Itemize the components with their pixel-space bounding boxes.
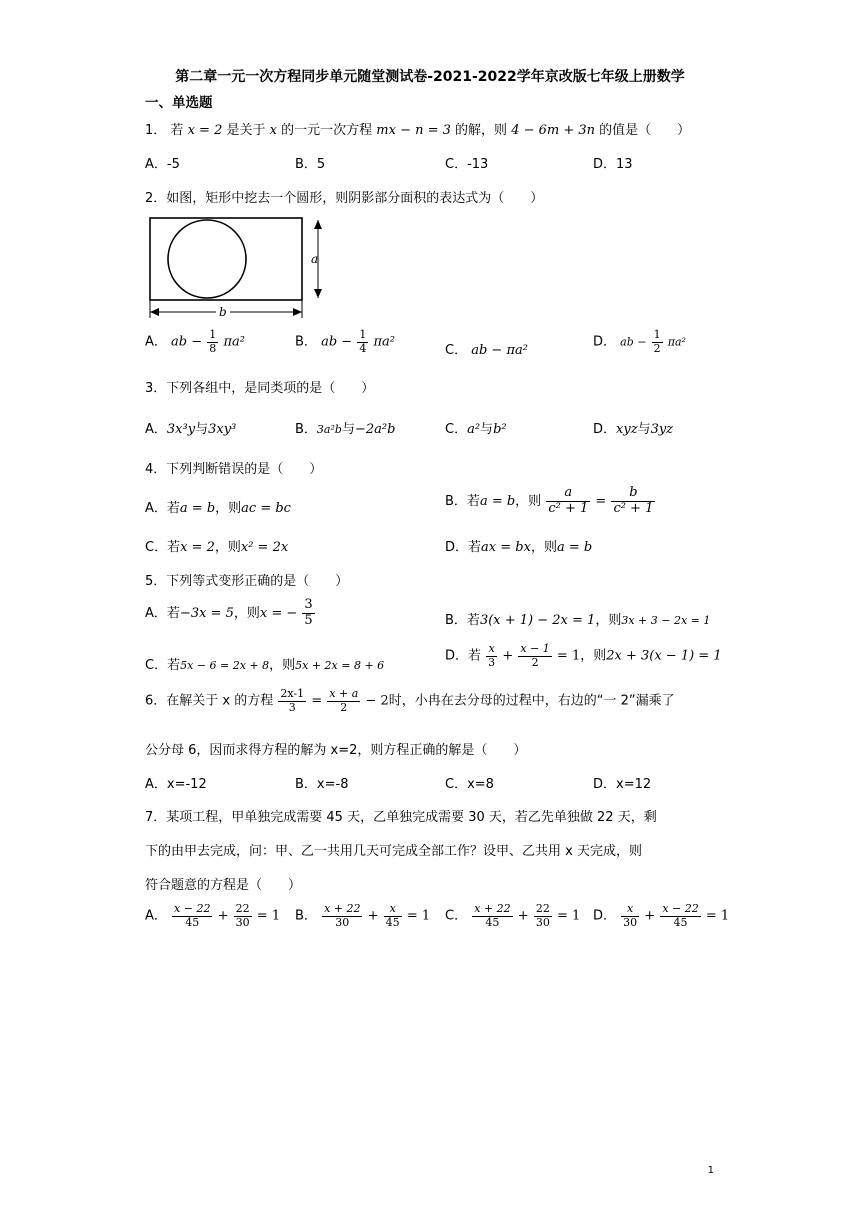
- q2-option-b: B． ab − $\frac{1}{4}$ πa²: [295, 328, 395, 355]
- q7-line-3: 符合题意的方程是（ ）: [145, 878, 302, 893]
- q5-option-c: C．若5x − 6 = 2x + 8，则5x + 2x = 8 + 6: [145, 658, 385, 673]
- q1-math: 4 − 6m + 3n: [511, 123, 596, 138]
- q1-option-c: C．-13: [445, 157, 489, 172]
- arrow-left-icon: [150, 308, 159, 316]
- q1-option-d: D．13: [593, 157, 633, 172]
- q1-option-a: A．-5: [145, 157, 180, 172]
- arrow-down-icon: [314, 289, 322, 298]
- q3-text: 下列各组中，是同类项的是（ ）: [166, 381, 375, 396]
- q1-option-b: B．5: [295, 157, 326, 172]
- page-number: 1: [707, 1165, 714, 1176]
- q4-text: 下列判断错误的是（ ）: [166, 462, 323, 477]
- q6-option-a: A．x=-12: [145, 777, 207, 792]
- circle-shape: [168, 220, 246, 298]
- question-2: [145, 187, 543, 206]
- q5-option-a: A．若−3x = 5，则x = − $\frac{3}{5}$: [145, 597, 313, 628]
- q7-option-c: C． $\frac{x + 22}{45}$ + $\frac{22}{30}$ = 1: [445, 902, 581, 929]
- rectangle-circle-figure: [140, 212, 340, 322]
- document-title: 第二章一元一次方程同步单元随堂测试卷-2021-2022学年京改版七年级上册数学: [175, 69, 685, 85]
- label-b: b: [219, 305, 227, 319]
- q6-option-d: D．x=12: [593, 777, 652, 792]
- question-number: 6．: [145, 693, 167, 709]
- arrow-right-icon: [293, 308, 302, 316]
- label-a: a: [311, 252, 319, 266]
- q2-option-d: D． ab − $\frac{1}{2}$ πa²: [593, 328, 686, 355]
- q4-option-b: B．若a = b，则 $\frac{a}{\text{c² + 1}}$ = $\frac{b}{\text{c² + 1}}$: [445, 485, 654, 516]
- q1-math: x = 2: [187, 123, 223, 138]
- q5-option-b: B．若3(x + 1) − 2x = 1，则3x + 3 − 2x = 1: [445, 613, 711, 628]
- question-3: [145, 377, 374, 396]
- rectangle-shape: [150, 218, 302, 300]
- question-4: [145, 458, 322, 477]
- question-7: 7．某项工程，甲单独完成需要 45 天，乙单独完成需要 30 天，若乙先单独做 22 天，剩: [145, 810, 657, 825]
- q3-option-b: B．3a²b与−2a²b: [295, 422, 396, 437]
- q7-option-a: A． $\frac{x - 22}{45}$ + $\frac{22}{30}$ = 1: [145, 902, 281, 929]
- q1-text: 的值是（ ）: [599, 123, 691, 138]
- q5-text: 下列等式变形正确的是（ ）: [166, 574, 349, 589]
- q1-text: 若: [170, 123, 184, 138]
- question-number: 4．: [145, 462, 167, 477]
- q1-text: 的解，则: [455, 123, 508, 138]
- question-number: 3．: [145, 381, 167, 396]
- q7-option-d: D． $\frac{x}{30}$ + $\frac{x - 22}{45}$ = 1: [593, 902, 730, 929]
- q1-text: 的一元一次方程: [281, 123, 373, 138]
- question-number: 5．: [145, 574, 167, 589]
- q4-option-a: A．若a = b，则ac = bc: [145, 501, 291, 516]
- question-number: 7．: [145, 810, 167, 825]
- section-heading: 一、单选题: [145, 95, 213, 111]
- q2-text: 如图，矩形中挖去一个圆形，则阴影部分面积的表达式为（ ）: [166, 191, 544, 206]
- q7-line-2: 下的由甲去完成，问：甲、乙一共用几天可完成全部工作？设甲、乙共用 x 天完成，则: [145, 844, 642, 859]
- q3-option-c: C．a²与b²: [445, 422, 507, 437]
- question-1: [145, 119, 690, 138]
- q4-option-d: D．若ax = bx，则a = b: [445, 540, 593, 555]
- question-6: 6．在解关于 x 的方程 $\frac{2x-1}{3}$ = $\frac{x + a}{2}$ − 2时，小冉在去分母的过程中，右边的“一 2”漏乘了: [145, 687, 675, 714]
- q6-line-2: 公分母 6，因而求得方程的解为 x=2，则方程正确的解是（ ）: [145, 743, 527, 758]
- q1-math: mx − n = 3: [376, 123, 451, 138]
- q1-math: x: [269, 123, 277, 138]
- q3-option-a: A．3x³y与3xy³: [145, 422, 237, 437]
- q1-text: 是关于: [226, 123, 266, 138]
- arrow-up-icon: [314, 220, 322, 229]
- q2-option-a: A． ab − $\frac{1}{8}$ πa²: [145, 328, 245, 355]
- q5-option-d: D．若 $\frac{x}{3}$ + $\frac{x - 1}{2}$ = 1，则2x + 3(x − 1) = 1: [445, 642, 722, 669]
- q6-option-c: C．x=8: [445, 777, 494, 792]
- q6-option-b: B．x=-8: [295, 777, 349, 792]
- q2-option-c: C． ab − πa²: [445, 343, 528, 358]
- question-5: [145, 570, 348, 589]
- q4-option-c: C．若x = 2，则x² = 2x: [145, 540, 289, 555]
- q7-option-b: B． $\frac{x + 22}{30}$ + $\frac{x}{45}$ = 1: [295, 902, 431, 929]
- question-number: 1．: [145, 123, 167, 138]
- q3-option-d: D．xyz与3yz: [593, 422, 674, 437]
- question-number: 2．: [145, 191, 167, 206]
